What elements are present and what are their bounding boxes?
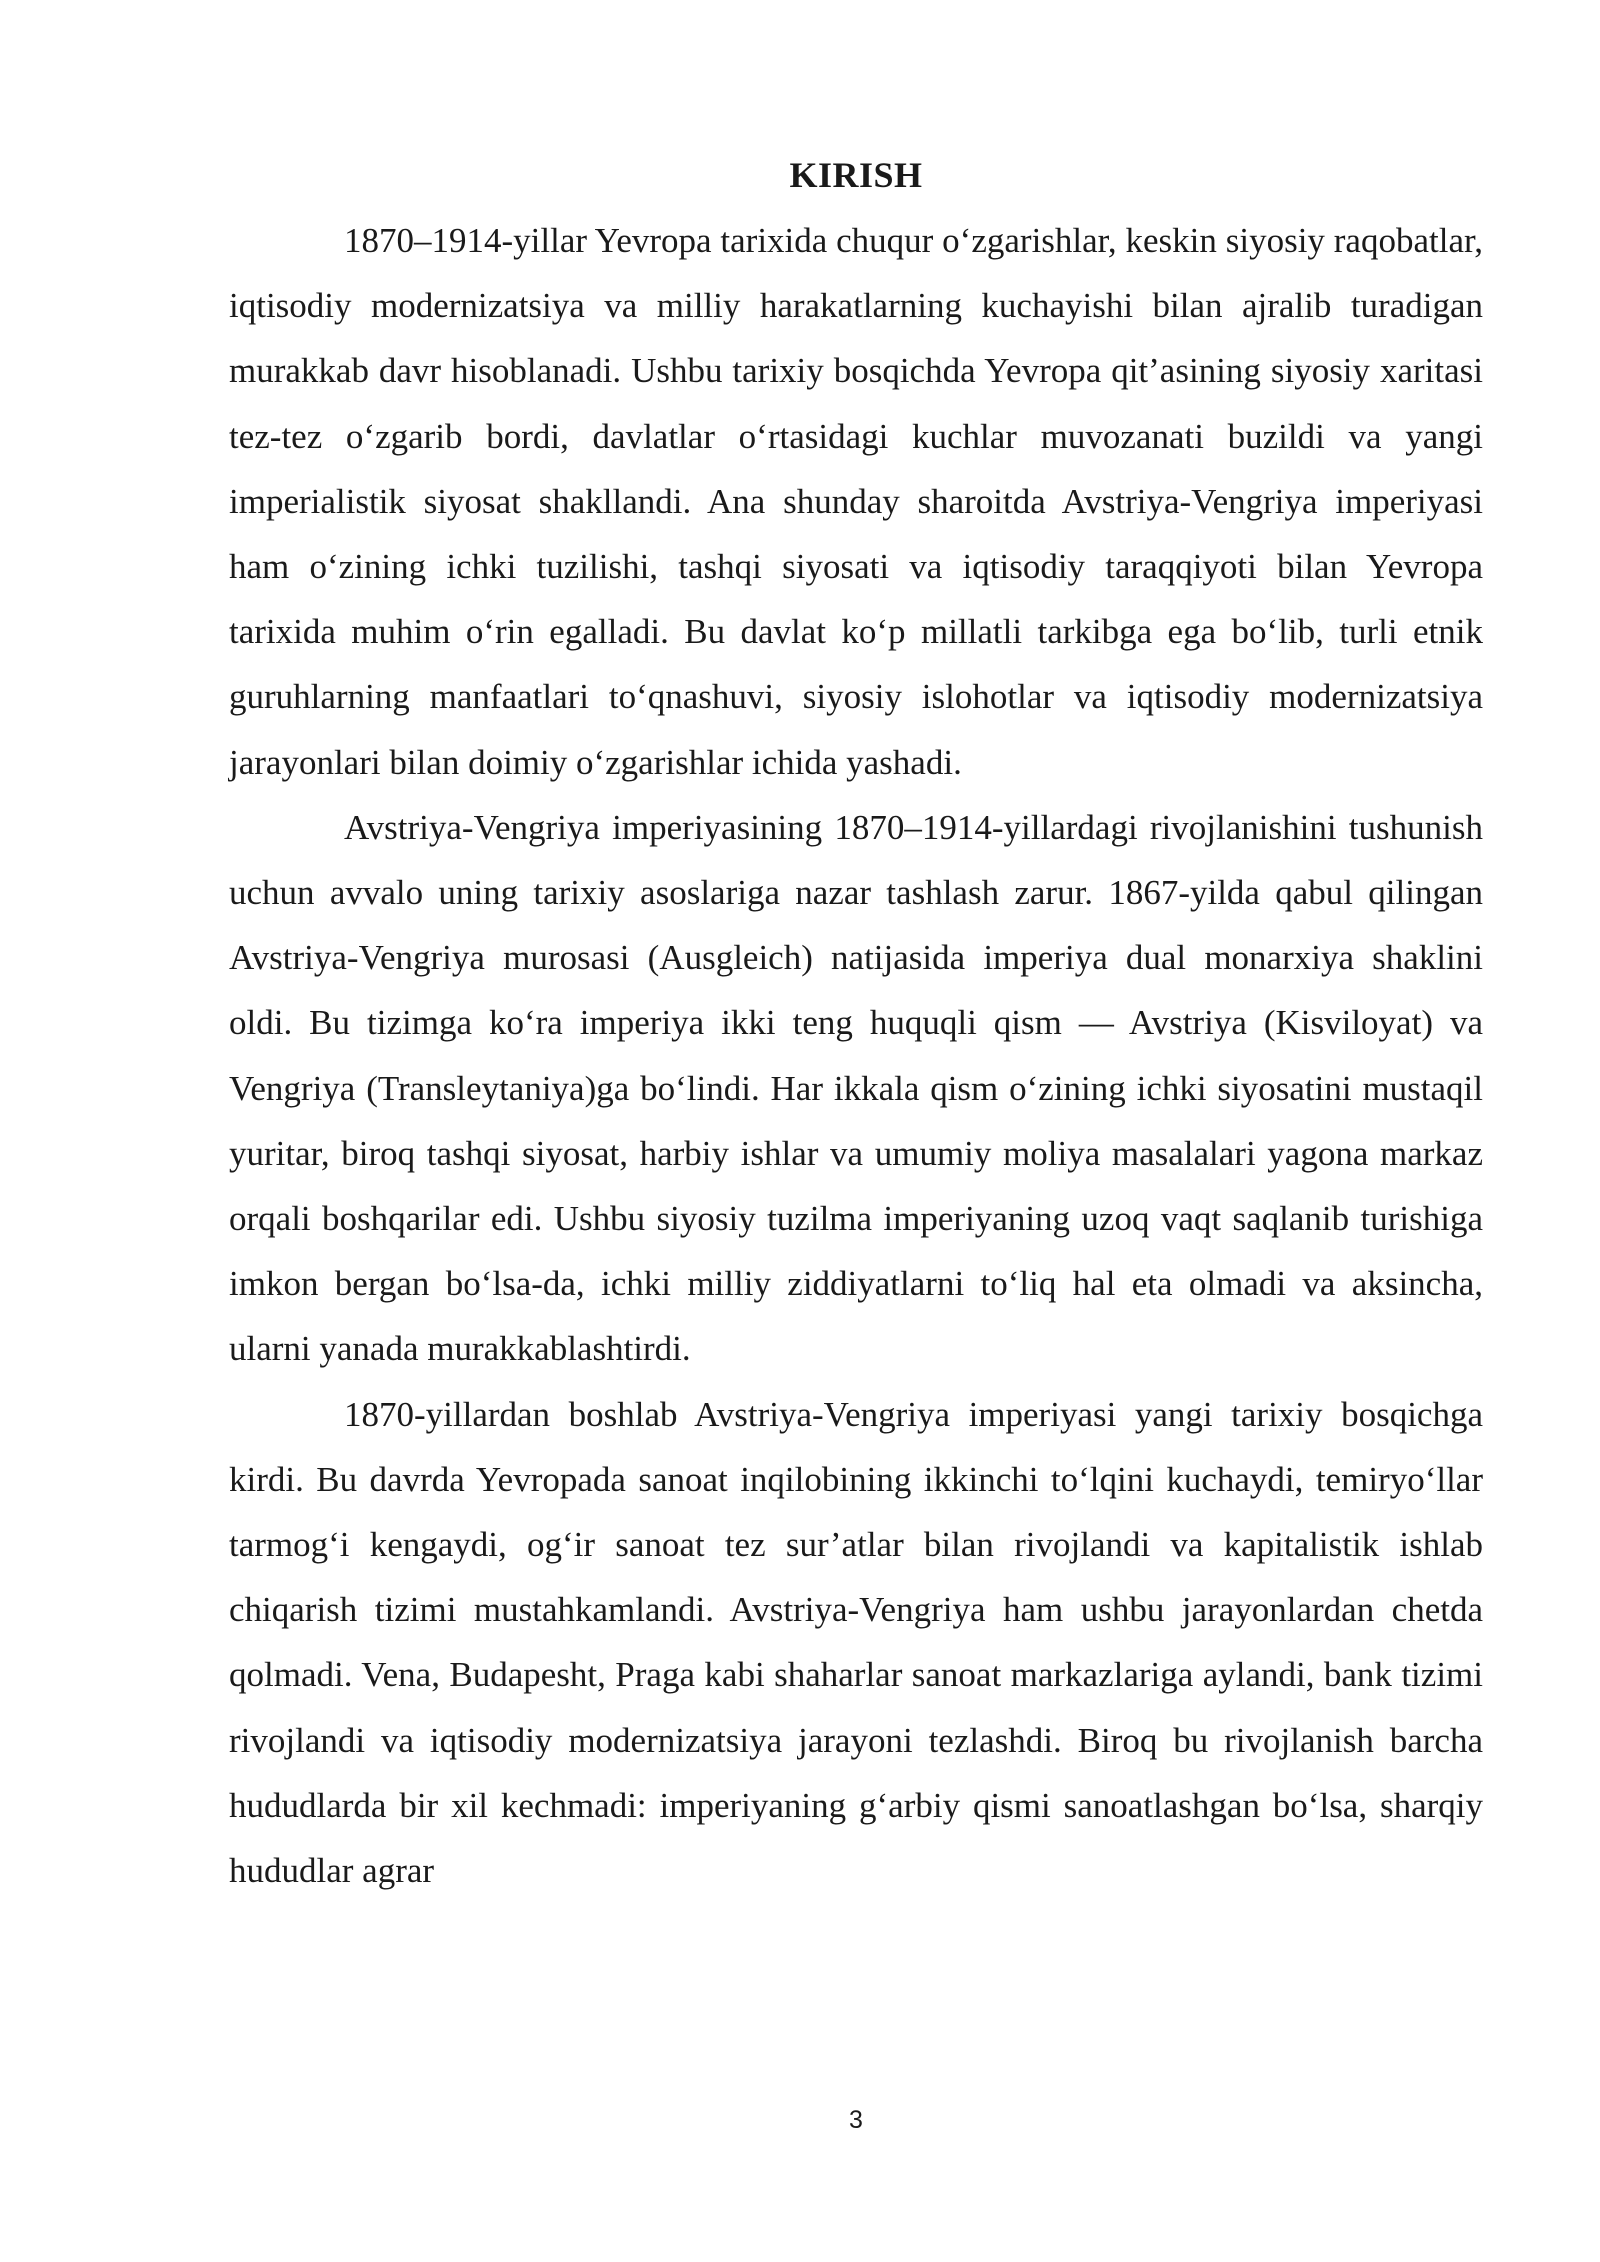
document-page <box>229 0 1483 2262</box>
document-body <box>229 208 1483 1903</box>
paragraph-1: 1870–1914-yillar Yevropa tarixida chuqur o‘zgarishlar, keskin siyosiy raqobatlar, iqtisodiy modernizatsiya va milliy harakatlarning kuchayishi bilan ajralib turadigan murakkab davr hisoblanadi. Ushbu tarixiy bosqichda Yevropa qit’asining siyosiy xaritasi tez-tez o‘zgarib bordi, davlatlar o‘rtasidagi kuchlar muvozanati buzildi va yangi imperialistik siyosat shakllandi. Ana shunday sharoitda Avstriya-Vengriya imperiyasi ham o‘zining ichki tuzilishi, tashqi siyosati va iqtisodiy taraqqiyoti bilan Yevropa tarixida muhim o‘rin egalladi. Bu davlat ko‘p millatli tarkibga ega bo‘lib, turli etnik guruhlarning manfaatlari to‘qnashuvi, siyosiy islohotlar va iqtisodiy modernizatsiya jarayonlari bilan doimiy o‘zgarishlar ichida yashadi. <box>229 221 1483 782</box>
paragraph-3: 1870-yillardan boshlab Avstriya-Vengriya imperiyasi yangi tarixiy bosqichga kirdi. Bu davrda Yevropada sanoat inqilobining ikkinchi to‘lqini kuchaydi, temiryo‘llar tarmog‘i kengaydi, og‘ir sanoat tez sur’atlar bilan rivojlandi va kapitalistik ishlab chiqarish tizimi mustahkamlandi. Avstriya-Vengriya ham ushbu jarayonlardan chetda qolmadi. Vena, Budapesht, Praga kabi shaharlar sanoat markazlariga aylandi, bank tizimi rivojlandi va iqtisodiy modernizatsiya jarayoni tezlashdi. Biroq bu rivojlanish barcha hududlarda bir xil kechmadi: imperiyaning g‘arbiy qismi sanoatlashgan bo‘lsa, sharqiy hududlar agrar <box>229 1394 1483 1891</box>
section-heading: KIRISH <box>789 155 923 195</box>
paragraph-2: Avstriya-Vengriya imperiyasining 1870–1914-yillardagi rivojlanishini tushunish uchun avvalo uning tarixiy asoslariga nazar tashlash zarur. 1867-yilda qabul qilingan Avstriya-Vengriya murosasi (Ausgleich) natijasida imperiya dual monarxiya shaklini oldi. Bu tizimga ko‘ra imperiya ikki teng huquqli qism — Avstriya (Kisviloyat) va Vengriya (Transleytaniya)ga bo‘lindi. Har ikkala qism o‘zining ichki siyosatini mustaqil yuritar, biroq tashqi siyosat, harbiy ishlar va umumiy moliya masalalari yagona markaz orqali boshqarilar edi. Ushbu siyosiy tuzilma imperiyaning uzoq vaqt saqlanib turishiga imkon bergan bo‘lsa-da, ichki milliy ziddiyatlarni to‘liq hal eta olmadi va aksincha, ularni yanada murakkablashtirdi. <box>229 807 1483 1369</box>
page-number: 3 <box>849 2106 863 2134</box>
